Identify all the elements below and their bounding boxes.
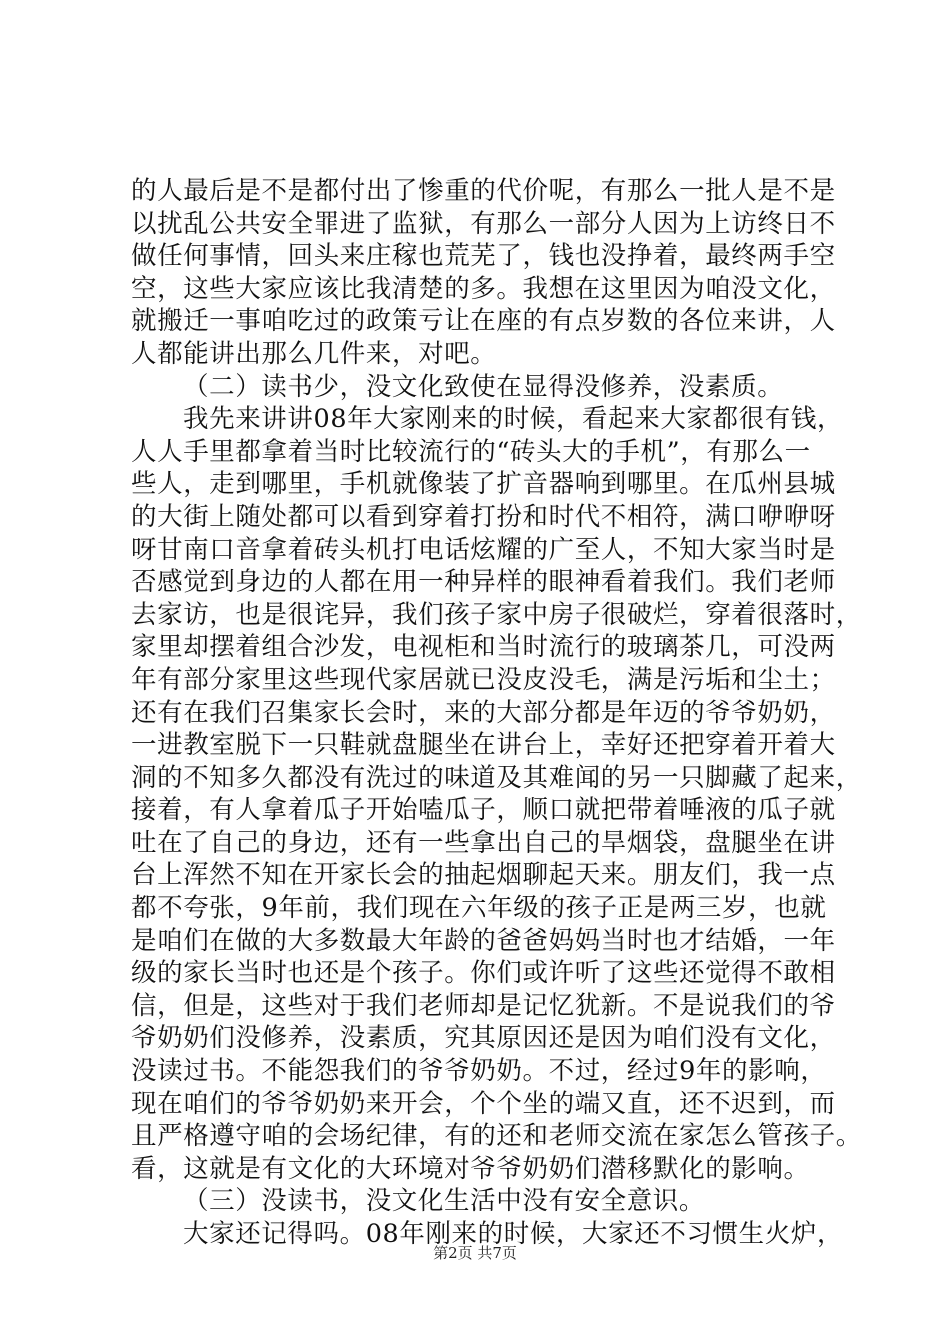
text-line: 人都能讲出那么几件来，对吧。 xyxy=(131,338,497,369)
text-line: 看，这就是有文化的大环境对爷爷奶奶们潜移默化的影响。 xyxy=(131,1153,810,1184)
text-line: 年有部分家里这些现代家居就已没皮没毛，满是污垢和尘土； xyxy=(131,664,836,695)
text-line: 接着，有人拿着瓜子开始嗑瓜子，顺口就把带着唾液的瓜子就 xyxy=(131,795,836,826)
text-line: 以扰乱公共安全罪进了监狱，有那么一部分人因为上访终日不 xyxy=(131,208,836,239)
text-line: 没读过书。不能怨我们的爷爷奶奶。不过，经过9年的影响， xyxy=(131,1056,827,1087)
text-line: 洞的不知多久都没有洗过的味道及其难闻的另一只脚藏了起来， xyxy=(131,762,862,793)
text-line: 做任何事情，回头来庄稼也荒芜了，钱也没挣着，最终两手空 xyxy=(131,241,836,272)
paragraph-first-line: 我先来讲讲08年大家刚来的时候，看起来大家都很有钱， xyxy=(183,404,844,435)
text-line: 吐在了自己的身边，还有一些拿出自己的旱烟袋，盘腿坐在讲 xyxy=(131,827,836,858)
text-line: 空，这些大家应该比我清楚的多。我想在这里因为咱没文化， xyxy=(131,273,836,304)
text-line: 去家访，也是很诧异，我们孩子家中房子很破烂，穿着很落时， xyxy=(131,599,862,630)
paragraph-first-line: 大家还记得吗。08年刚来的时候，大家还不习惯生火炉， xyxy=(183,1219,844,1249)
text-line: 且严格遵守咱的会场纪律，有的还和老师交流在家怎么管孩子。 xyxy=(131,1121,862,1152)
text-line: 是咱们在做的大多数最大年龄的爸爸妈妈当时也才结婚，一年 xyxy=(131,925,836,956)
text-line: 爷奶奶们没修养，没素质，究其原因还是因为咱们没有文化， xyxy=(131,1023,836,1054)
text-line: 就搬迁一事咱吃过的政策亏让在座的有点岁数的各位来讲，人 xyxy=(131,306,836,337)
text-line: 现在咱们的爷爷奶奶来开会，个个坐的端又直，还不迟到，而 xyxy=(131,1088,836,1119)
text-line: 一进教室脱下一只鞋就盘腿坐在讲台上，幸好还把穿着开着大 xyxy=(131,730,836,761)
text-line: 级的家长当时也还是个孩子。你们或许听了这些还觉得不敢相 xyxy=(131,958,836,989)
text-line: 台上浑然不知在开家长会的抽起烟聊起天来。朋友们，我一点 xyxy=(131,860,836,891)
text-line: 家里却摆着组合沙发，电视柜和当时流行的玻璃茶几，可没两 xyxy=(131,632,836,663)
text-line: 否感觉到身边的人都在用一种异样的眼神看着我们。我们老师 xyxy=(131,567,836,598)
text-line: 信，但是，这些对于我们老师却是记忆犹新。不是说我们的爷 xyxy=(131,990,836,1021)
text-line: 的人最后是不是都付出了惨重的代价呢，有那么一批人是不是 xyxy=(131,176,836,206)
paragraph-first-line: （二）读书少，没文化致使在显得没修养，没素质。 xyxy=(183,371,784,402)
text-line: 些人，走到哪里，手机就像装了扩音器响到哪里。在瓜州县城 xyxy=(131,469,836,500)
text-line: 的大街上随处都可以看到穿着打扮和时代不相符，满口咿咿呀 xyxy=(131,501,836,532)
page-number-footer: 第2页 共7页 xyxy=(433,1244,517,1262)
paragraph-first-line: （三）没读书，没文化生活中没有安全意识。 xyxy=(183,1186,706,1217)
body-text xyxy=(131,175,862,1251)
text-line: 呀甘南口音拿着砖头机打电话炫耀的广至人，不知大家当时是 xyxy=(131,534,836,565)
text-line: 还有在我们召集家长会时，来的大部分都是年迈的爷爷奶奶， xyxy=(131,697,836,728)
text-line: 都不夸张，9年前，我们现在六年级的孩子正是两三岁，也就 xyxy=(131,893,827,924)
text-line: 人人手里都拿着当时比较流行的“砖头大的手机”，有那么一 xyxy=(131,436,811,467)
